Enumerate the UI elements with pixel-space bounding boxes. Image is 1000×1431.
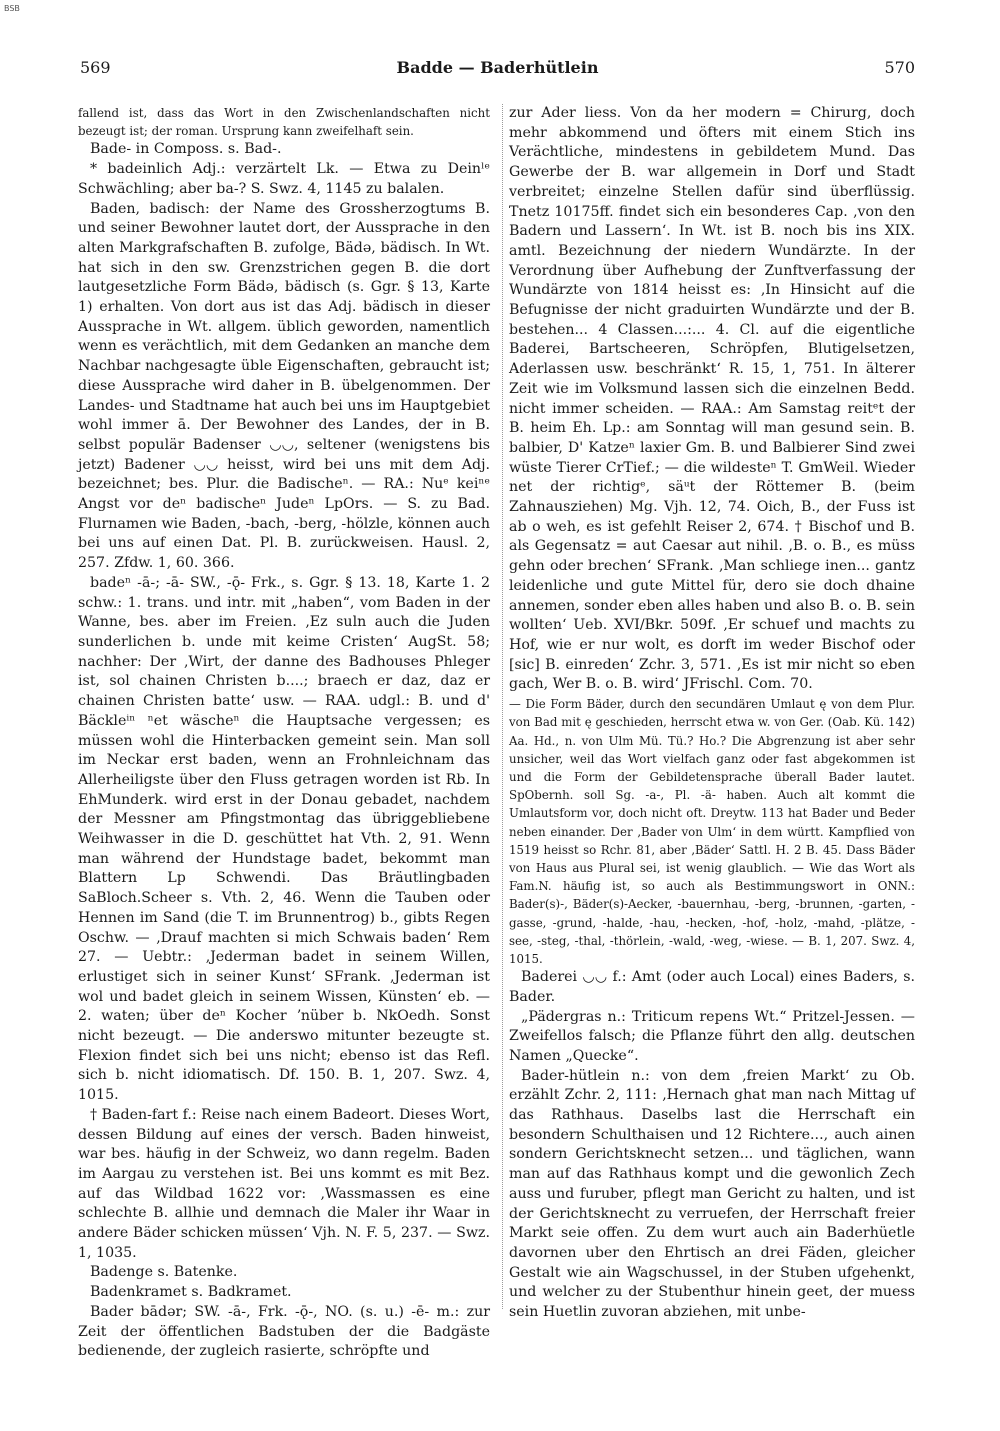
entry-paragraph: Badenkramet s. Badkramet. [90, 1284, 292, 1301]
running-title: Badde — Baderhütlein [396, 58, 599, 77]
entry-paragraph: Baderei ◡◡ f.: Amt (oder auch Local) eines Baders, s. Bader. [509, 969, 915, 1005]
entry-paragraph: † Baden-fart f.: Reise nach einem Badeort. Dieses Wort, dessen Bildung auf eines der versch. Baden hinweist, war bes. häufig in der Schweiz, wo dann regelm. Baden im Aargau zu verstehen ist. Bei uns kommt es mit Bez. auf das Wildbad 1622 vor: ‚Wassmassen es eine schlechte B. allhie und demnach die Maler ihr Waar in andere Bäder schicken müssen‘ Vjh. N. F. 5, 237. — Swz. 1, 1035. [78, 1106, 490, 1261]
page-header [80, 58, 915, 86]
left-column [78, 104, 490, 1360]
entry-paragraph: Bade- in Composs. s. Bad-. [90, 141, 282, 158]
entry-paragraph: * badeinlich Adj.: verzärtelt Lk. — Etwa zu Deinˡᵉ Schwächling; aber ba-? S. Swz. 4, 1145 zu balalen. [78, 161, 490, 197]
library-stamp: BSB [4, 4, 20, 13]
entry-paragraph: badeⁿ -ā-; -ā- SW., -ǭ- Frk., s. Ggr. § 13. 18, Karte 1. 2 schw.: 1. trans. und intr. mit „haben“, vom Baden in der Wanne, bes. aber im Freien. ‚Ez suln auch die Juden sunderlichen b. unde mit keime Cristen‘ AugSt. 58; nachher: Der ‚Wirt, der danne des Badhouses Phleger ist, sol chainen Christen b....; braech er daz, daz er chainen Christen batte‘ usw. — RAA. udgl.: B. und d' Bäckleⁱⁿ ⁿet wäscheⁿ die Hauptsache vergessen; es müssen wohl die Hinterbacken gemeint sein. Man soll im Neckar erst baden, wenn an Frohnleichnam das Allerheiligste über den Fluss getragen worden ist Rb. In EhMunderk. wird erst in der Donau gebadet, nachdem der Messner am Pfingstmontag das übriggebliebene Weihwasser in die D. geschüttet hat Vth. 2, 91. Wenn man während der Hundstage badet, bekommt man Blattern Lp Schwendi. Das Bräutlingbaden SaBloch.Scheer s. Vth. 2, 46. Wenn die Tauben oder Hennen im Sand (die T. im Brunnentrog) b., gibts Regen Oschw. — ‚Drauf machten si mich Schwais baden‘ Rem 27. — Uebtr.: ‚Jederman badet in seinem Willen, erlustiget sich in seiner Kunst‘ SFrank. ‚Jederman ist wol und badet gleich in seinem Wissen, Künsten‘ eb. — 2. waten; über deⁿ Kocher ʼnüber b. NkOedh. Sonst nicht bezeugt. — Die anderswo mitunter bezeugte st. Flexion findet sich bei uns nicht; ebenso ist das Refl. sich b. nicht idiomatisch. Df. 150. B. 1, 207. Swz. 4, 1015. [78, 574, 490, 1104]
page-number-left: 569 [80, 58, 111, 77]
right-column [502, 104, 915, 1321]
entry-paragraph: zur Ader liess. Von da her modern = Chirurg, doch mehr abkommend und öfters mit einem Stich ins Verächtliche, mindestens in gebildetem Mund. Das Gewerbe der B. war allgemein in Dorf und Stadt verbreitet; einzelne Stellen dafür sind überflüssig. Tnetz 10175ff. findet sich ein besonderes Cap. ‚von den Badern und Lassern‘. In Wt. ist B. noch bis ins XIX. amtl. Bezeichnung der niedern Wundärzte. In der Verordnung über Aufhebung der Zunftverfassung der Wundärzte von 1814 heisst es: ‚In Hinsicht auf die Befugnisse der nicht graduirten Wundärzte und der B. bestehen... 4 Classen...:... 4. Cl. auf die eigentliche Baderei, Bartscheeren, Schröpfen, Blutigelsetzen, Aderlassen usw. beschränkt‘ R. 15, 1, 751. In älterer Zeit wie im Volksmund lassen sich die einzelnen Bedd. nicht immer scheiden. — RAA.: Am Samstag reitᵉt der B. heim Eh. Lp.: am Sonntag will man gesund sein. B. balbier, D' Katzeⁿ laxier Gm. B. und Balbierer Sind zwei wüste Tierer CrTief.; — die wildesteⁿ T. GmWeil. Wieder net der richtigᵉ, säᵘt der Röttemer B. (beim Zahnausziehen) Mg. Vjh. 12, 74. Oich, B., der Fuss ist ab o weh, es ist gefehlt Reiser 2, 674. † Bischof und B. als Gegensatz = aut Caesar aut nihil. ‚B. o. B., es müss gehn oder brechen‘ SFrank. ‚Man schliege inen... gantz leidenliche und gute Mittel für, dero sie doch dhaine annemen, sonder eben alles haben und also B. o. B. sein wollten‘ Ueb. XVI/Bkr. 509f. ‚Er schuef und machts zu Hof, wie er nur wolt, es dorft im weder Bischof oder [sic] B. einreden‘ Zchr. 3, 571. ‚Es ist mir nicht so eben gach, Wer B. o. B. wird‘ JFrischl. Com. 70. [509, 105, 915, 693]
entry-paragraph: „Pädergras n.: Triticum repens Wt.“ Pritzel-Jessen. — Zweifellos falsch; die Pflanze führt den allg. deutschen Namen „Quecke“. [509, 1008, 915, 1064]
entry-paragraph: Badenge s. Batenke. [90, 1264, 238, 1281]
entry-paragraph: Bader-hütlein n.: von dem ‚freien Markt‘ zu Ob. erzählt Zchr. 2, 111: ‚Hernach ghat man nach Mittag uf das Rathhaus. Daselbs last die Herrschaft ein besondern Schulthaisen und 12 Richtere..., auch ainen sondern Gerichtsknecht setzen... und täglichen, wann man auf das Rathhaus kompt und die gewonlich Zech auss und furuber, pflegt man Gericht zu halten, und ist der Gerichtsknecht zu verruefen, der Herrschaft freier Markt seie offen. Zu dem wurt auch ain Baderhüetle davornen uber den Ehrtisch an drei Fäden, gleicher Gestalt wie ain Wagschussel, in der Stuben ufgehenkt, und welcher zu der Stubenthur hinein geet, der muess sein Huetlin zuvoran abziehen, mit unbe- [509, 1067, 915, 1321]
page-number-right: 570 [884, 58, 915, 77]
entry-paragraph: Bader bādər; SW. -ā-, Frk. -ǭ-, NO. (s. u.) -ē- m.: zur Zeit der öffentlichen Badstuben der die Badgäste bedienende, der zugleich rasierte, schröpfte und [78, 1303, 490, 1360]
entry-paragraph: Baden, badisch: der Name des Grossherzogtums B. und seiner Bewohner lautet dort, der Aussprache in den alten Markgrafschaften B. zufolge, Bädə, bädisch. In Wt. hat sich in den sw. Grenzstrichen gegen B. die dort lautgesetzliche Form Bädə, bädisch (s. Ggr. § 13, Karte 1) erhalten. Von dort aus ist das Adj. bädisch in dieser Aussprache in Wt. allgem. üblich geworden, namentlich wenn es verächtlich, mit dem Gedanken an manche dem Nachbar nachgesagte üble Eigenschaften, gebraucht ist; diese Aussprache wird daher in B. übelgenommen. Der Landes- und Stadtname hat auch bei uns im Hauptgebiet wohl immer ā. Der Bewohner des Landes, der in B. selbst populär Badenser ◡◡, seltener (wenigstens bis jetzt) Badener ◡◡ heisst, wird bei uns mit dem Adj. bezeichnet; bes. Plur. die Badischeⁿ. — RA.: Nuᵉ keiⁿᵉ Angst vor deⁿ badischeⁿ Judeⁿ LpOrs. — S. zu Bad. Flurnamen wie Baden, -bach, -berg, -hölzle, können auch bei uns auf einen Dat. Pl. B. zurückweisen. Hausl. 2, 257. Zfdw. 1, 60. 366. [78, 200, 490, 572]
entry-paragraph: fallend ist, dass das Wort in den Zwischenlandschaften nicht bezeugt ist; der roman. Ursprung kann zweifelhaft sein. [78, 106, 490, 139]
entry-paragraph: — Die Form Bäder, durch den secundären Umlaut ę von dem Plur. von Bad mit ę geschieden, herrscht etwa w. von Ger. (Oab. Kü. 142) Aa. Hd., n. von Ulm Mü. Tü.? Ho.? Die Abgrenzung ist aber sehr unsicher, weil das Wort vielfach ganz oder fast abgekommen ist und die Form der Gebildetensprache überall Bader lautet. SpObernh. soll Sg. -a-, Pl. -ä- haben. Auch alt kommt die Umlautsform vor, doch nicht oft. Dreytw. 113 hat Bader und Beder neben einander. Der ‚Bader von Ulm‘ in dem württ. Kampflied von 1519 heisst so Rchr. 81, aber ‚Bäder‘ Sattl. H. 2 B. 45. Dass Bäder von Haus aus Plural sei, ist wenig glaublich. — Wie das Wort als Fam.N. häufig ist, so auch als Bestimmungswort in ONN.: Bader(s)-, Bäder(s)-Aecker, -bauernhau, -berg, -brunnen, -garten, -gasse, -grund, -halde, -hau, -hecken, -hof, -holz, -mahd, -plätze, -see, -steg, -thal, -thörlein, -wald, -weg, -wiese. — B. 1, 207. Swz. 4, 1015. [509, 697, 915, 966]
